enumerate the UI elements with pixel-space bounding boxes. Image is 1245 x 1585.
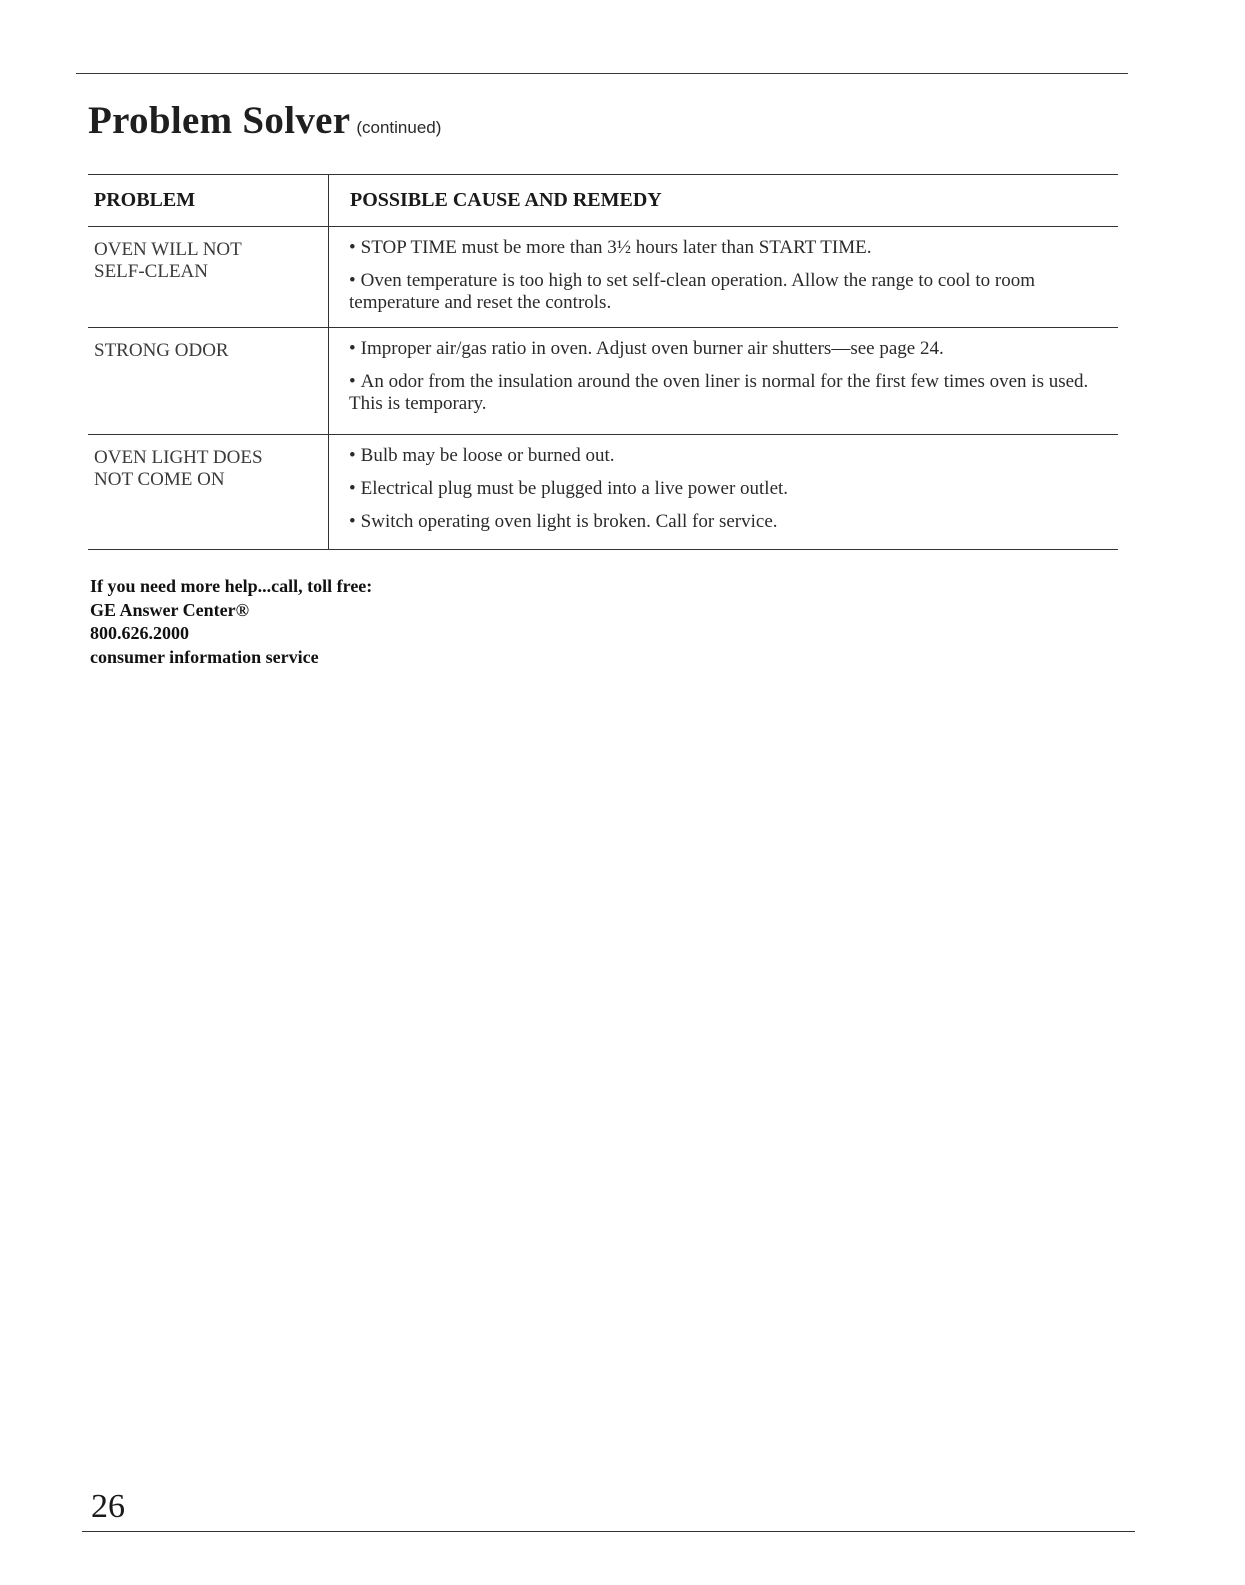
problem-cell (88, 328, 329, 434)
remedy-item (349, 270, 1100, 314)
bullet-icon: • (349, 478, 356, 499)
bottom-rule (82, 1531, 1135, 1532)
page-title (88, 98, 441, 143)
help-line: consumer information service (90, 646, 319, 667)
problem-cell (88, 435, 329, 549)
remedy-item (349, 237, 1100, 259)
bullet-icon: • (349, 237, 356, 258)
remedy-cell (329, 328, 1118, 434)
bullet-icon: • (349, 511, 356, 532)
remedy-text: Oven temperature is too high to set self-clean operation. Allow the range to cool to room temperature and reset the controls. (349, 270, 1035, 313)
top-rule (76, 73, 1128, 74)
help-line: If you need more help...call, toll free: (90, 576, 373, 596)
remedy-cell (329, 435, 1118, 549)
remedy-text: Bulb may be loose or burned out. (360, 445, 615, 466)
page-title-sub: (continued) (356, 118, 442, 137)
bullet-icon: • (349, 270, 356, 291)
remedy-text: STOP TIME must be more than 3½ hours later than START TIME. (360, 237, 872, 258)
problem-line: OVEN LIGHT DOES (94, 447, 263, 468)
problem-cell (88, 227, 329, 327)
header-remedy: POSSIBLE CAUSE AND REMEDY (350, 189, 662, 211)
remedy-text: Improper air/gas ratio in oven. Adjust oven burner air shutters—see page 24. (360, 338, 944, 359)
remedy-item (349, 338, 1100, 360)
bullet-icon: • (349, 338, 356, 359)
bullet-icon: • (349, 371, 356, 392)
help-line: GE Answer Center® (90, 599, 250, 620)
remedy-text: An odor from the insulation around the oven liner is normal for the first few times oven is used. This is temporary. (349, 371, 1089, 414)
bullet-icon: • (349, 445, 356, 466)
table-row (88, 328, 1118, 435)
table-row (88, 435, 1118, 550)
table-row (88, 227, 1118, 328)
remedy-text: Switch operating oven light is broken. Call for service. (360, 511, 778, 532)
problem-line: SELF-CLEAN (94, 261, 208, 282)
problem-line: OVEN WILL NOT (94, 239, 242, 260)
remedy-item (349, 371, 1100, 415)
problem-line: STRONG ODOR (94, 340, 229, 361)
remedy-item (349, 511, 1100, 533)
page-number: 26 (91, 1488, 125, 1525)
table-header-row (88, 175, 1118, 227)
remedy-item (349, 445, 1100, 467)
help-phone: 800.626.2000 (90, 623, 189, 643)
remedy-cell (329, 227, 1118, 327)
page-title-main: Problem Solver (88, 99, 351, 142)
problem-solver-table (88, 174, 1118, 550)
header-problem: PROBLEM (88, 175, 329, 226)
remedy-text: Electrical plug must be plugged into a live power outlet. (360, 478, 789, 499)
help-contact (90, 575, 372, 669)
problem-line: NOT COME ON (94, 469, 225, 490)
remedy-item (349, 478, 1100, 500)
